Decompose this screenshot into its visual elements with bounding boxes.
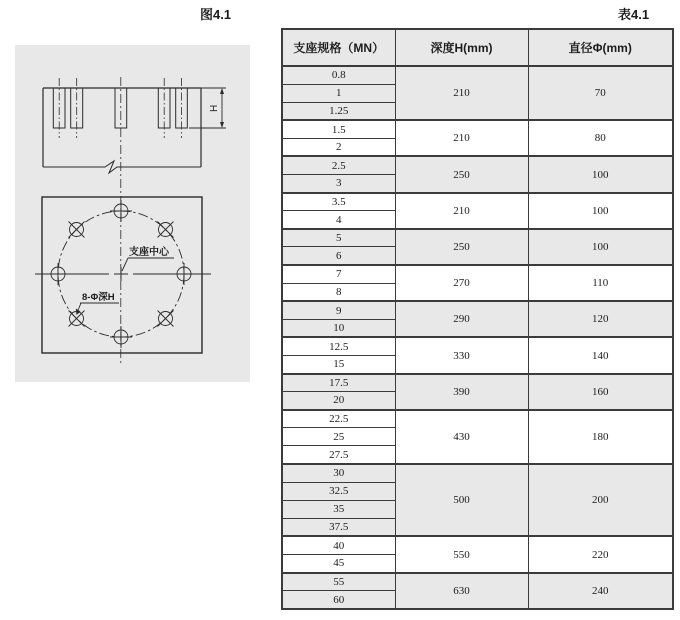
table-title: 表4.1 (618, 7, 650, 22)
table-row (282, 193, 673, 211)
diameter-cell: 200 (528, 464, 673, 536)
spec-cell: 3 (282, 175, 395, 193)
spec-cell: 10 (282, 319, 395, 337)
depth-cell: 290 (395, 301, 528, 337)
depth-cell: 500 (395, 464, 528, 536)
spec-cell: 7 (282, 265, 395, 283)
spec-cell: 9 (282, 301, 395, 319)
figure-title: 图4.1 (200, 7, 232, 22)
table-row (282, 265, 673, 283)
diameter-cell: 100 (528, 156, 673, 192)
spec-cell: 0.8 (282, 66, 395, 84)
depth-cell: 250 (395, 229, 528, 265)
depth-cell: 330 (395, 337, 528, 373)
spec-cell: 1.25 (282, 102, 395, 120)
table-row (282, 337, 673, 355)
support-drawing (15, 45, 250, 382)
depth-cell: 250 (395, 156, 528, 192)
table-row (282, 374, 673, 392)
spec-cell: 5 (282, 229, 395, 247)
spec-cell: 55 (282, 573, 395, 591)
diameter-cell: 180 (528, 410, 673, 464)
table-row (282, 301, 673, 319)
diameter-cell: 140 (528, 337, 673, 373)
spec-cell: 6 (282, 247, 395, 265)
depth-cell: 390 (395, 374, 528, 410)
diameter-cell: 220 (528, 536, 673, 572)
table-row (282, 156, 673, 174)
spec-table (281, 28, 674, 610)
diameter-cell: 120 (528, 301, 673, 337)
support-center-label: 支座中心 (129, 247, 169, 258)
diameter-cell: 100 (528, 193, 673, 229)
col-header-diameter: 直径Φ(mm) (528, 29, 673, 66)
spec-cell: 1.5 (282, 120, 395, 138)
table-row (282, 464, 673, 482)
spec-table-header (282, 29, 673, 66)
spec-cell: 2.5 (282, 156, 395, 174)
table-row (282, 573, 673, 591)
spec-cell: 22.5 (282, 410, 395, 428)
diameter-cell: 100 (528, 229, 673, 265)
spec-cell: 37.5 (282, 518, 395, 536)
spec-cell: 30 (282, 464, 395, 482)
spec-cell: 40 (282, 536, 395, 554)
depth-cell: 430 (395, 410, 528, 464)
spec-table-body (282, 66, 673, 609)
spec-cell: 25 (282, 428, 395, 446)
spec-cell: 17.5 (282, 374, 395, 392)
panel-background (15, 45, 250, 382)
spec-cell: 1 (282, 84, 395, 102)
depth-cell: 210 (395, 66, 528, 120)
depth-cell: 550 (395, 536, 528, 572)
spec-cell: 45 (282, 555, 395, 573)
spec-cell: 3.5 (282, 193, 395, 211)
table-row (282, 536, 673, 554)
table-row (282, 229, 673, 247)
spec-cell: 15 (282, 356, 395, 374)
diameter-cell: 160 (528, 374, 673, 410)
diameter-cell: 70 (528, 66, 673, 120)
figure-panel (15, 45, 250, 382)
diameter-cell: 80 (528, 120, 673, 156)
depth-cell: 210 (395, 193, 528, 229)
spec-cell: 32.5 (282, 482, 395, 500)
col-header-depth: 深度H(mm) (395, 29, 528, 66)
spec-cell: 20 (282, 392, 395, 410)
spec-cell: 4 (282, 211, 395, 229)
diameter-cell: 240 (528, 573, 673, 609)
table-row (282, 120, 673, 138)
holes-note-label: 8-Φ深H (82, 292, 115, 303)
table-row (282, 66, 673, 84)
spec-cell: 35 (282, 500, 395, 518)
spec-cell: 2 (282, 138, 395, 156)
col-header-spec: 支座规格（MN） (282, 29, 395, 66)
depth-dim-label: H (209, 104, 220, 112)
depth-cell: 270 (395, 265, 528, 301)
spec-cell: 8 (282, 283, 395, 301)
spec-cell: 27.5 (282, 446, 395, 464)
spec-cell: 60 (282, 591, 395, 609)
depth-cell: 210 (395, 120, 528, 156)
depth-cell: 630 (395, 573, 528, 609)
table-row (282, 410, 673, 428)
spec-cell: 12.5 (282, 337, 395, 355)
diameter-cell: 110 (528, 265, 673, 301)
